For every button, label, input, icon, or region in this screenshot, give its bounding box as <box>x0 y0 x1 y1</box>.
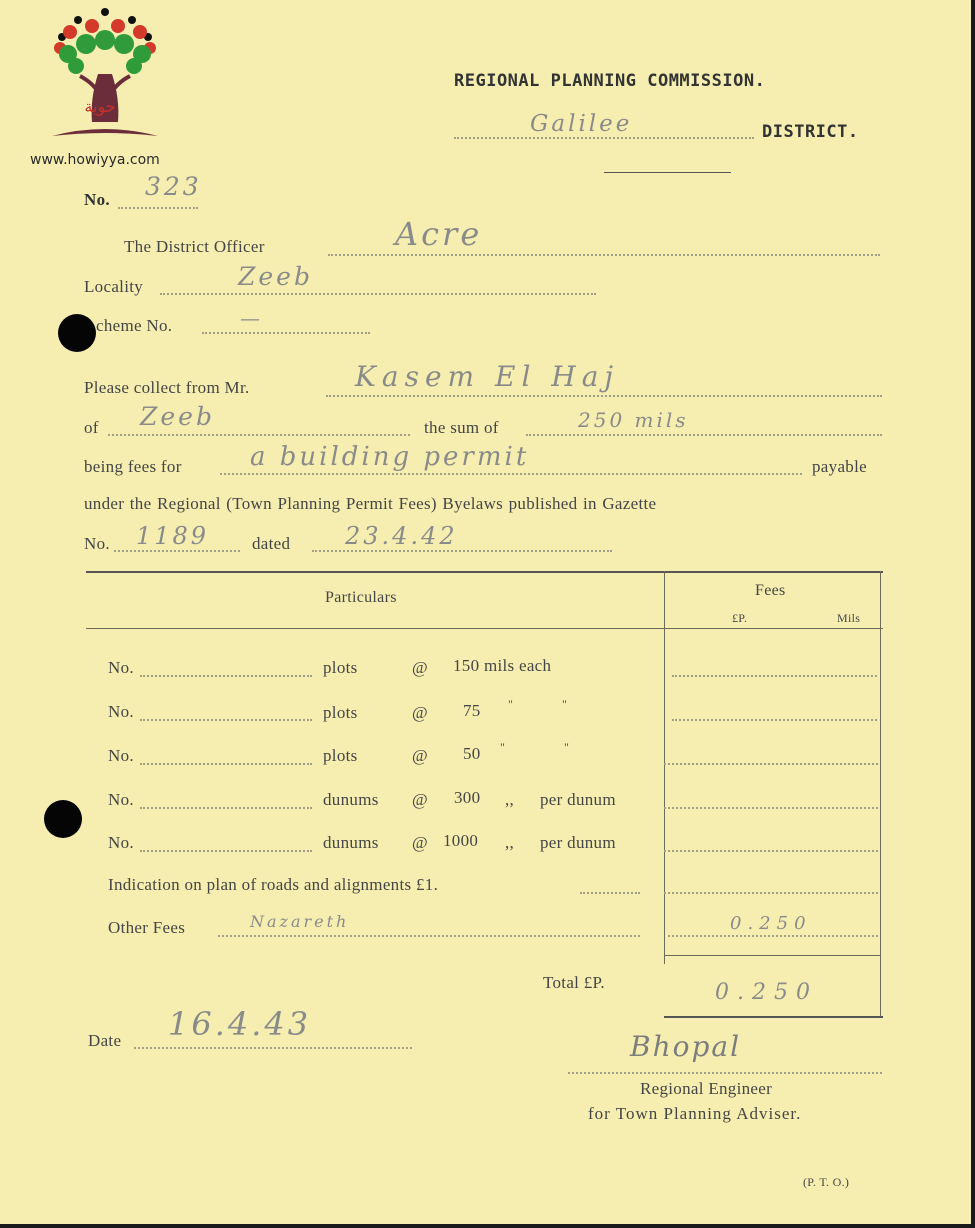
other-fees-value: Nazareth <box>250 912 350 931</box>
row-at: @ <box>412 746 428 765</box>
district-value: Galilee <box>530 111 633 137</box>
other-fees-label: Other Fees <box>108 918 186 937</box>
no-value: 323 <box>145 172 202 201</box>
row-at: @ <box>412 703 428 722</box>
locality-label: Locality <box>84 277 144 296</box>
pto-label: (P. T. O.) <box>803 1175 850 1189</box>
logo-website[interactable]: www.howiyya.com <box>30 152 160 168</box>
col-particulars: Particulars <box>325 589 397 606</box>
date-label: Date <box>88 1031 122 1050</box>
scheme-value: — <box>240 306 263 330</box>
total-value: 0.250 <box>715 980 818 1005</box>
row-no-label: No. <box>108 702 134 721</box>
row-at: @ <box>412 658 428 677</box>
row-rate: 50 <box>463 744 481 763</box>
fees-for-label: being fees for <box>84 457 182 476</box>
scheme-label: cheme No. <box>96 316 173 335</box>
other-fees-amount: 0.250 <box>730 913 812 934</box>
row-rate: 300 <box>454 788 481 807</box>
dated-value: 23.4.42 <box>345 522 458 550</box>
tree-logo-icon <box>40 4 170 154</box>
row-unit: dunums <box>323 833 379 852</box>
fees-for-value: a building permit <box>250 442 530 472</box>
row-per: per dunum <box>540 833 616 852</box>
col-mils: Mils <box>837 611 861 625</box>
adviser-title: for Town Planning Adviser. <box>588 1104 802 1123</box>
gazette-no-value: 1189 <box>136 522 210 550</box>
byelaws-text: under the Regional (Town Planning Permit Fees) Byelaws published in Gazette <box>84 494 657 513</box>
svg-text:حوية: حوية <box>84 97 116 116</box>
of-value: Zeeb <box>140 402 215 431</box>
total-label: Total £P. <box>543 973 605 992</box>
signature: Bhopal <box>630 1030 742 1063</box>
commission-title: REGIONAL PLANNING COMMISSION. <box>454 71 766 91</box>
row-ditto-2: " <box>562 697 568 711</box>
row-no-label: No. <box>108 833 134 852</box>
row-ditto-1: ,, <box>505 790 515 809</box>
sum-label: the sum of <box>424 418 499 437</box>
dated-label: dated <box>252 534 291 553</box>
engineer-title: Regional Engineer <box>640 1079 773 1098</box>
sum-value: 250 mils <box>578 408 689 432</box>
col-fees: Fees <box>755 582 786 599</box>
row-no-label: No. <box>108 790 134 809</box>
row-rate: 150 mils each <box>453 656 552 675</box>
row-unit: plots <box>323 658 358 677</box>
row-no-label: No. <box>108 746 134 765</box>
row-at: @ <box>412 833 428 852</box>
row-rate: 75 <box>463 701 481 720</box>
district-label: DISTRICT. <box>762 122 859 142</box>
row-ditto-1: ,, <box>505 833 515 852</box>
punch-hole-bottom <box>44 800 82 838</box>
col-lp: £P. <box>732 611 748 625</box>
no-label: No. <box>84 190 110 209</box>
row-unit: dunums <box>323 790 379 809</box>
howiyya-logo <box>30 4 170 170</box>
row-ditto-1: " <box>508 697 514 711</box>
district-officer-value: Acre <box>395 215 483 253</box>
indication-text: Indication on plan of roads and alignments £1. <box>108 875 439 894</box>
gazette-no-label: No. <box>84 534 110 553</box>
row-unit: plots <box>323 746 358 765</box>
row-rate: 1000 <box>443 831 479 850</box>
date-value: 16.4.43 <box>168 1005 312 1043</box>
row-at: @ <box>412 790 428 809</box>
row-per: per dunum <box>540 790 616 809</box>
locality-value: Zeeb <box>238 262 313 291</box>
collect-value: Kasem El Haj <box>355 360 620 393</box>
payable-label: payable <box>812 457 867 476</box>
row-unit: plots <box>323 703 358 722</box>
row-no-label: No. <box>108 658 134 677</box>
row-ditto-2: " <box>564 740 570 754</box>
row-ditto-1: " <box>500 740 506 754</box>
collect-label: Please collect from Mr. <box>84 378 250 397</box>
punch-hole-top <box>58 314 96 352</box>
district-officer-label: The District Officer <box>124 237 265 256</box>
of-label: of <box>84 418 99 437</box>
